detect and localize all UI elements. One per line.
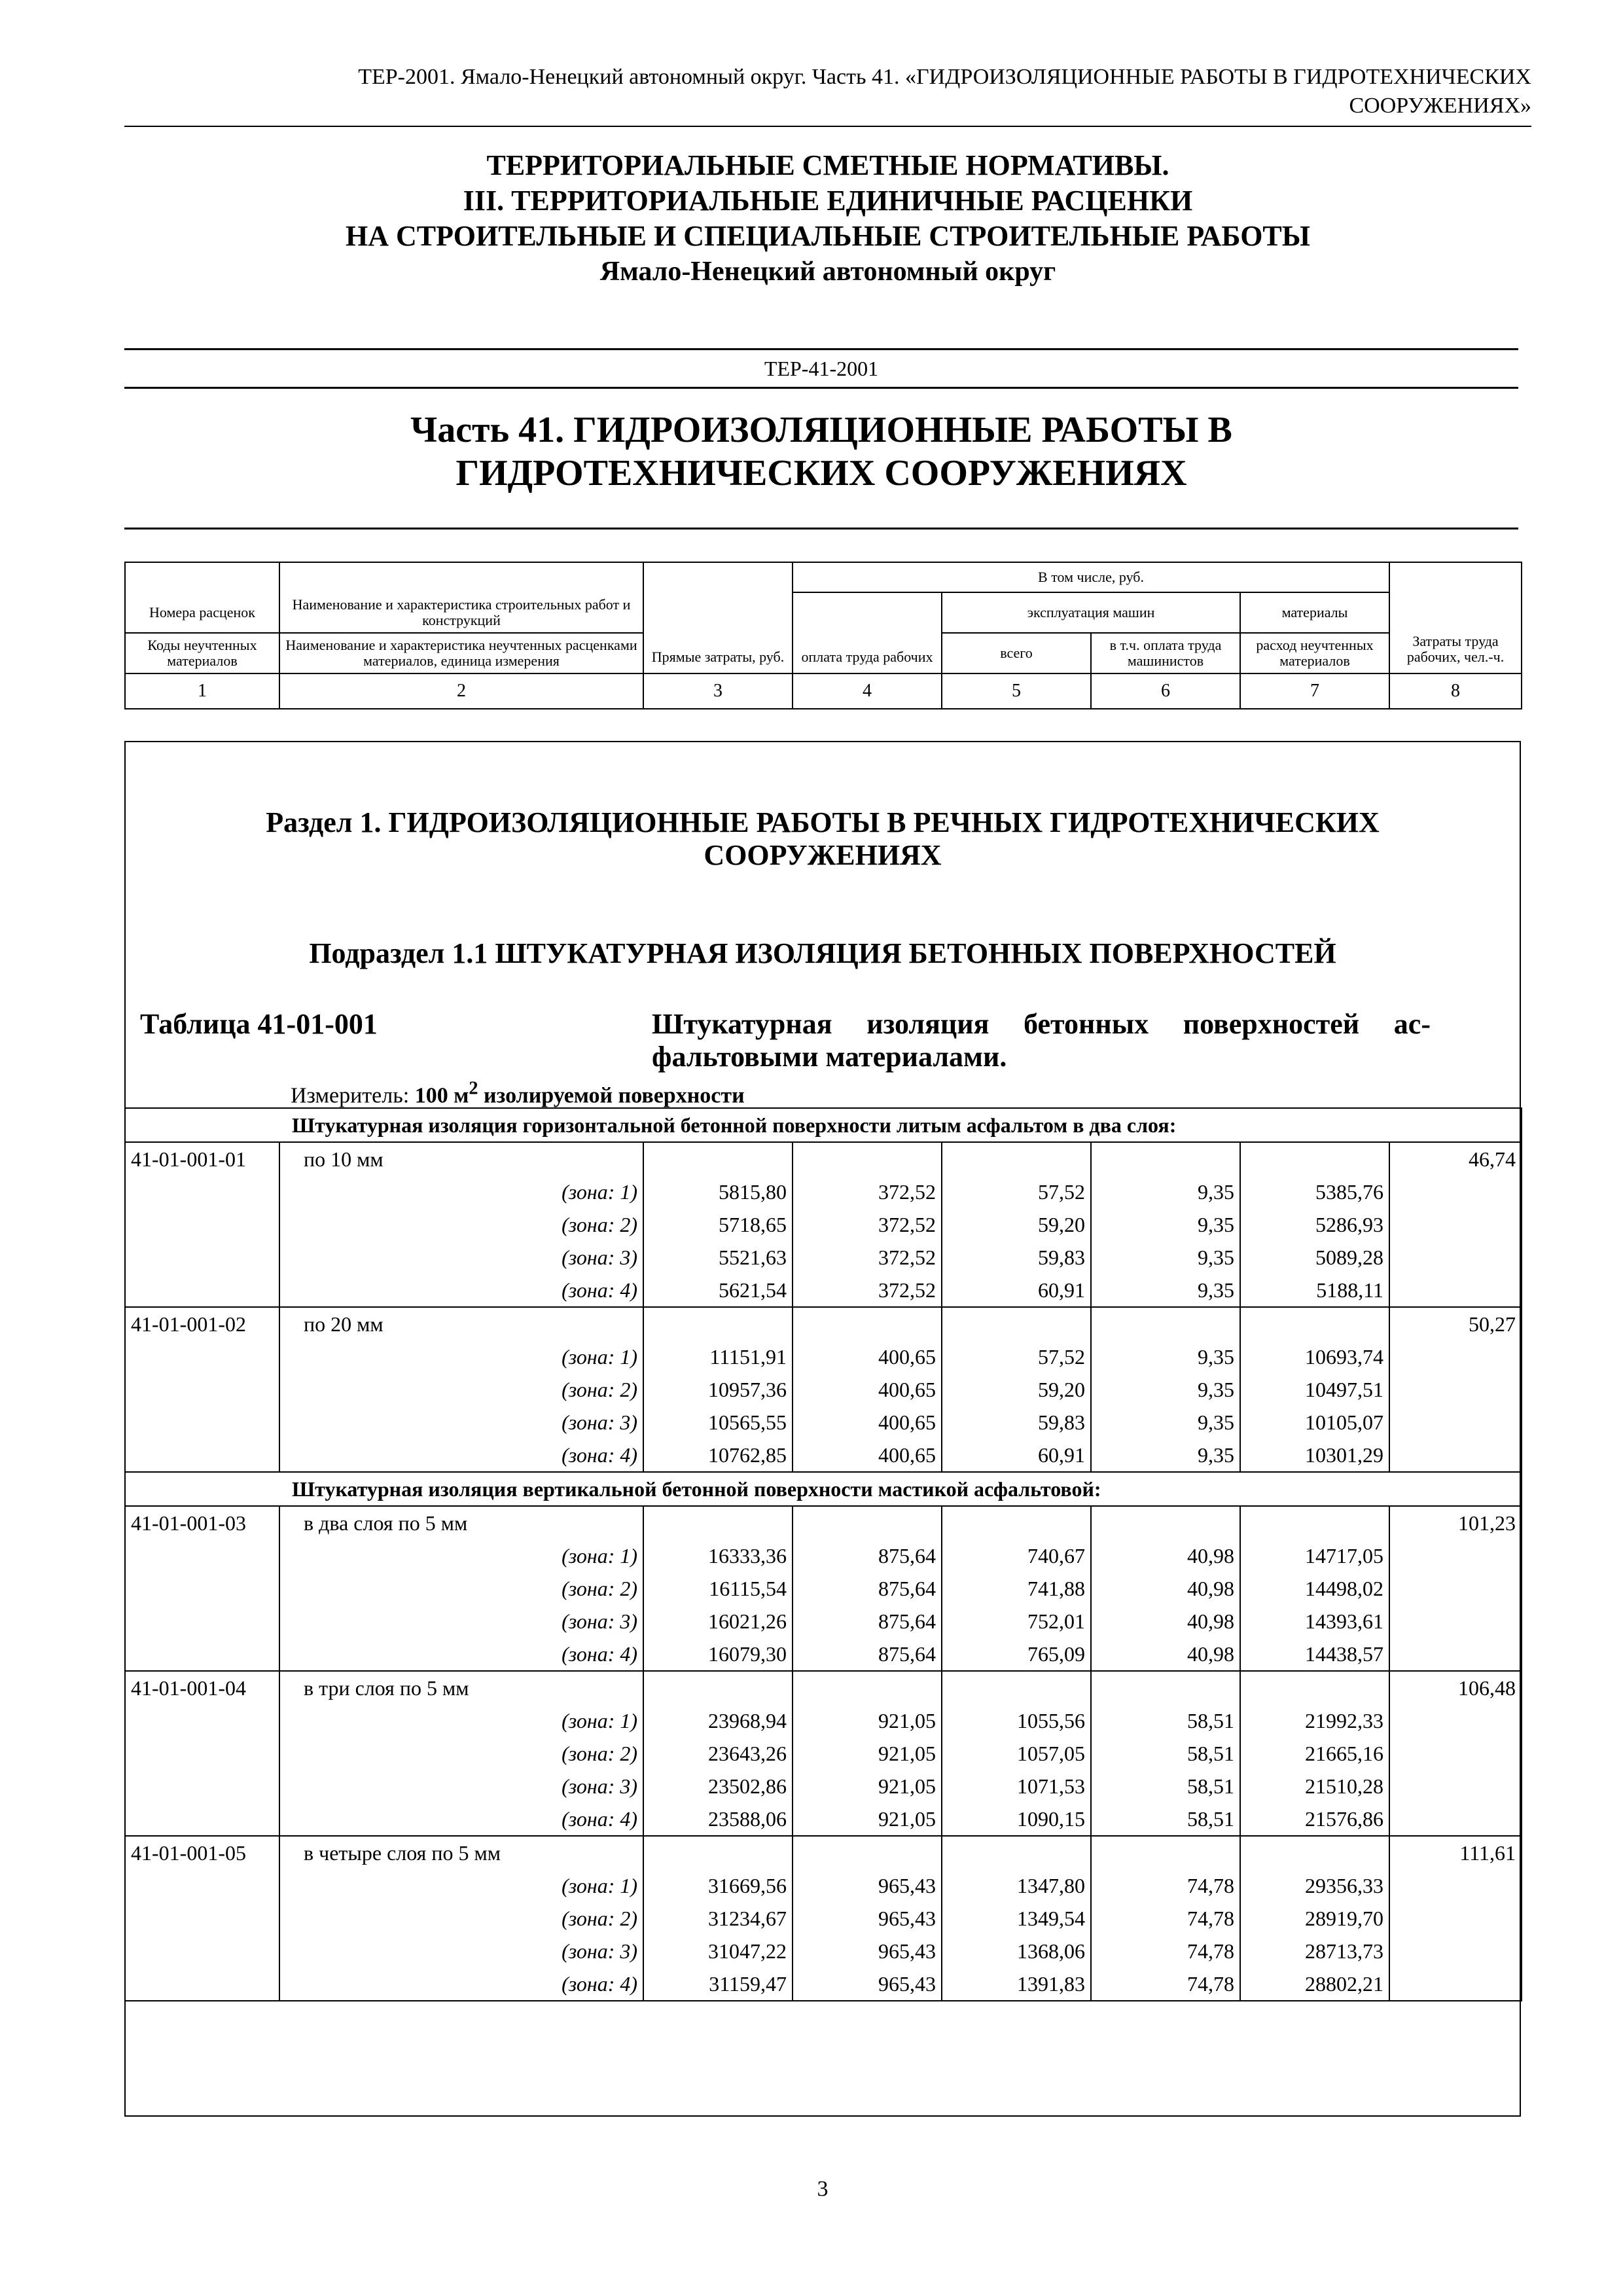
column-number: 3 (643, 673, 793, 709)
empty-cell (793, 1142, 942, 1175)
zone-label: (зона: 1) (279, 1869, 643, 1902)
rate-name: в три слоя по 5 мм (279, 1671, 643, 1704)
machines-labor: 9,35 (1091, 1241, 1240, 1274)
empty-cell (1240, 1671, 1389, 1704)
empty-cell (1389, 1704, 1522, 1737)
rate-row (125, 1307, 1522, 1340)
rate-row (125, 1142, 1522, 1175)
meter-prefix: Измеритель: (291, 1083, 415, 1108)
header-labor-pay: оплата труда рабочих (793, 592, 942, 673)
machines-total: 1071,53 (942, 1770, 1091, 1803)
zone-label: (зона: 4) (279, 1439, 643, 1472)
empty-cell (1091, 1506, 1240, 1539)
rate-row (125, 1836, 1522, 1869)
machines-labor: 40,98 (1091, 1572, 1240, 1605)
empty-cell (1389, 1803, 1522, 1836)
zone-label: (зона: 1) (279, 1539, 643, 1572)
empty-cell (1389, 1175, 1522, 1208)
machines-total: 57,52 (942, 1340, 1091, 1373)
zone-row (125, 1373, 1522, 1406)
machines-total: 59,20 (942, 1208, 1091, 1241)
zone-row (125, 1572, 1522, 1605)
zone-row (125, 1902, 1522, 1935)
empty-cell (125, 1572, 279, 1605)
empty-cell (643, 1142, 793, 1175)
machines-labor: 58,51 (1091, 1803, 1240, 1836)
labor-pay: 875,64 (793, 1539, 942, 1572)
zone-label: (зона: 1) (279, 1340, 643, 1373)
column-number: 1 (125, 673, 279, 709)
zone-label: (зона: 1) (279, 1704, 643, 1737)
table-description: Штукатурная изоляция бетонных поверхностей ас-фальтовыми материалами. (652, 1008, 1431, 1073)
header-materials-consumption: расход неучтенных материалов (1240, 633, 1389, 673)
labor-pay: 400,65 (793, 1340, 942, 1373)
part-title-line1: Часть 41. ГИДРОИЗОЛЯЦИОННЫЕ РАБОТЫ В (410, 410, 1232, 450)
empty-cell (793, 1671, 942, 1704)
rate-code: 41-01-001-04 (125, 1671, 279, 1704)
empty-cell (1389, 1373, 1522, 1406)
materials-value: 14393,61 (1240, 1605, 1389, 1638)
materials-value: 5188,11 (1240, 1274, 1389, 1307)
empty-cell (1389, 1935, 1522, 1967)
zone-label: (зона: 2) (279, 1373, 643, 1406)
empty-cell (125, 1274, 279, 1307)
machines-total: 1055,56 (942, 1704, 1091, 1737)
header-rate-numbers-spacer (125, 562, 279, 592)
labor-pay: 921,05 (793, 1737, 942, 1770)
labor-pay: 875,64 (793, 1638, 942, 1671)
materials-value: 14717,05 (1240, 1539, 1389, 1572)
labor-pay: 372,52 (793, 1241, 942, 1274)
column-number: 4 (793, 673, 942, 709)
empty-cell (1389, 1967, 1522, 2001)
table-label: Таблица 41-01-001 (140, 1008, 378, 1040)
empty-cell (1389, 1902, 1522, 1935)
machines-labor: 40,98 (1091, 1605, 1240, 1638)
zone-row (125, 1241, 1522, 1274)
column-number: 8 (1389, 673, 1522, 709)
zone-row (125, 1770, 1522, 1803)
header-machines: эксплуатация машин (942, 592, 1240, 633)
labor-costs: 46,74 (1389, 1142, 1522, 1175)
subgroup-heading-row (125, 1108, 1522, 1142)
column-number: 5 (942, 673, 1091, 709)
empty-cell (125, 1935, 279, 1967)
empty-cell (125, 1737, 279, 1770)
rate-code: 41-01-001-02 (125, 1307, 279, 1340)
header-rate-numbers: Номера расценок (125, 592, 279, 633)
empty-cell (942, 1506, 1091, 1539)
zone-label: (зона: 4) (279, 1967, 643, 2001)
empty-cell (1091, 1836, 1240, 1869)
empty-cell (125, 1208, 279, 1241)
direct-costs: 10762,85 (643, 1439, 793, 1472)
empty-cell (1389, 1406, 1522, 1439)
materials-value: 14498,02 (1240, 1572, 1389, 1605)
direct-costs: 31159,47 (643, 1967, 793, 2001)
materials-value: 5089,28 (1240, 1241, 1389, 1274)
empty-cell (1091, 1307, 1240, 1340)
rates-table (124, 1107, 1522, 2001)
machines-total: 1391,83 (942, 1967, 1091, 2001)
zone-row (125, 1406, 1522, 1439)
machines-labor: 9,35 (1091, 1406, 1240, 1439)
direct-costs: 16115,54 (643, 1572, 793, 1605)
machines-labor: 9,35 (1091, 1373, 1240, 1406)
materials-value: 21510,28 (1240, 1770, 1389, 1803)
machines-total: 741,88 (942, 1572, 1091, 1605)
labor-pay: 875,64 (793, 1605, 942, 1638)
zone-label: (зона: 3) (279, 1241, 643, 1274)
zone-label: (зона: 3) (279, 1770, 643, 1803)
empty-cell (125, 1373, 279, 1406)
empty-cell (793, 1836, 942, 1869)
materials-value: 5385,76 (1240, 1175, 1389, 1208)
empty-cell (942, 1671, 1091, 1704)
materials-value: 21576,86 (1240, 1803, 1389, 1836)
empty-cell (643, 1671, 793, 1704)
rate-row (125, 1671, 1522, 1704)
empty-cell (125, 1770, 279, 1803)
zone-label: (зона: 2) (279, 1902, 643, 1935)
zone-row (125, 1539, 1522, 1572)
empty-cell (1389, 1770, 1522, 1803)
empty-cell (125, 1638, 279, 1671)
machines-labor: 40,98 (1091, 1539, 1240, 1572)
direct-costs: 5815,80 (643, 1175, 793, 1208)
empty-cell (1389, 1539, 1522, 1572)
empty-cell (1389, 1605, 1522, 1638)
labor-costs: 106,48 (1389, 1671, 1522, 1704)
empty-cell (643, 1307, 793, 1340)
empty-cell (125, 1175, 279, 1208)
rate-code: 41-01-001-01 (125, 1142, 279, 1175)
labor-pay: 372,52 (793, 1208, 942, 1241)
rate-code: 41-01-001-03 (125, 1506, 279, 1539)
machines-total: 1090,15 (942, 1803, 1091, 1836)
meter-unit-exponent: 2 (469, 1079, 478, 1099)
zone-row (125, 1704, 1522, 1737)
header-labor-costs: Затраты труда рабочих, чел.-ч. (1389, 562, 1522, 673)
rate-name: в четыре слоя по 5 мм (279, 1836, 643, 1869)
labor-pay: 372,52 (793, 1175, 942, 1208)
header-materials: материалы (1240, 592, 1389, 633)
zone-row (125, 1439, 1522, 1472)
rate-row (125, 1506, 1522, 1539)
empty-cell (1389, 1638, 1522, 1671)
machines-total: 1057,05 (942, 1737, 1091, 1770)
empty-cell (125, 1869, 279, 1902)
section-title-line1: Раздел 1. ГИДРОИЗОЛЯЦИОННЫЕ РАБОТЫ В РЕЧНЫХ ГИДРОТЕХНИЧЕСКИХ (266, 806, 1380, 838)
empty-cell (1389, 1869, 1522, 1902)
empty-cell (125, 1439, 279, 1472)
machines-labor: 9,35 (1091, 1439, 1240, 1472)
machines-total: 59,83 (942, 1406, 1091, 1439)
rate-name: по 10 мм (279, 1142, 643, 1175)
labor-pay: 372,52 (793, 1274, 942, 1307)
column-number: 6 (1091, 673, 1240, 709)
direct-costs: 31234,67 (643, 1902, 793, 1935)
header-work-name-spacer (279, 562, 643, 592)
section-title (124, 806, 1521, 872)
labor-pay: 965,43 (793, 1935, 942, 1967)
subsection-title: Подраздел 1.1 ШТУКАТУРНАЯ ИЗОЛЯЦИЯ БЕТОННЫХ ПОВЕРХНОСТЕЙ (309, 937, 1336, 969)
empty-cell (1240, 1142, 1389, 1175)
empty-cell (125, 1902, 279, 1935)
materials-value: 21665,16 (1240, 1737, 1389, 1770)
machines-labor: 9,35 (1091, 1175, 1240, 1208)
zone-label: (зона: 3) (279, 1406, 643, 1439)
part-divider (124, 528, 1518, 529)
zone-row (125, 1967, 1522, 2001)
machines-labor: 74,78 (1091, 1869, 1240, 1902)
materials-value: 28919,70 (1240, 1902, 1389, 1935)
machines-total: 57,52 (942, 1175, 1091, 1208)
machines-total: 740,67 (942, 1539, 1091, 1572)
zone-row (125, 1935, 1522, 1967)
machines-labor: 40,98 (1091, 1638, 1240, 1671)
labor-pay: 965,43 (793, 1967, 942, 2001)
machines-total: 60,91 (942, 1274, 1091, 1307)
direct-costs: 5521,63 (643, 1241, 793, 1274)
main-heading-line2: III. ТЕРРИТОРИАЛЬНЫЕ ЕДИНИЧНЫЕ РАСЦЕНКИ (463, 185, 1193, 217)
rate-name: в два слоя по 5 мм (279, 1506, 643, 1539)
empty-cell (1389, 1340, 1522, 1373)
zone-label: (зона: 4) (279, 1638, 643, 1671)
subgroup-heading: Штукатурная изоляция горизонтальной бетонной поверхности литым асфальтом в два слоя: (125, 1108, 1522, 1142)
labor-costs: 111,61 (1389, 1836, 1522, 1869)
empty-cell (125, 1241, 279, 1274)
subgroup-heading: Штукатурная изоляция вертикальной бетонной поверхности мастикой асфальтовой: (125, 1472, 1522, 1506)
empty-cell (1389, 1208, 1522, 1241)
column-number: 7 (1240, 673, 1389, 709)
header-including: В том числе, руб. (793, 562, 1389, 592)
zone-label: (зона: 2) (279, 1208, 643, 1241)
empty-cell (1091, 1671, 1240, 1704)
machines-total: 1349,54 (942, 1902, 1091, 1935)
empty-cell (125, 1406, 279, 1439)
labor-pay: 965,43 (793, 1902, 942, 1935)
machines-total: 59,83 (942, 1241, 1091, 1274)
zone-row (125, 1737, 1522, 1770)
empty-cell (793, 1506, 942, 1539)
labor-pay: 921,05 (793, 1704, 942, 1737)
part-title-line2: ГИДРОТЕХНИЧЕСКИХ СООРУЖЕНИЯХ (455, 453, 1187, 493)
direct-costs: 31669,56 (643, 1869, 793, 1902)
empty-cell (1389, 1241, 1522, 1274)
zone-row (125, 1175, 1522, 1208)
machines-labor: 58,51 (1091, 1704, 1240, 1737)
zone-row (125, 1274, 1522, 1307)
labor-pay: 875,64 (793, 1572, 942, 1605)
materials-value: 10693,74 (1240, 1340, 1389, 1373)
meter-suffix: изолируемой поверхности (478, 1083, 745, 1108)
header-material-name: Наименование и характеристика неучтенных расценками материалов, единица измерения (279, 633, 643, 673)
empty-cell (125, 1605, 279, 1638)
labor-pay: 400,65 (793, 1439, 942, 1472)
labor-costs: 101,23 (1389, 1506, 1522, 1539)
machines-labor: 9,35 (1091, 1340, 1240, 1373)
meter-unit: 100 м (414, 1083, 469, 1108)
machines-total: 1347,80 (942, 1869, 1091, 1902)
machines-labor: 9,35 (1091, 1274, 1240, 1307)
empty-cell (1240, 1506, 1389, 1539)
main-heading (124, 148, 1531, 289)
direct-costs: 10565,55 (643, 1406, 793, 1439)
labor-pay: 400,65 (793, 1406, 942, 1439)
empty-cell (1389, 1737, 1522, 1770)
header-direct-costs: Прямые затраты, руб. (643, 562, 793, 673)
meter-line (291, 1076, 745, 1109)
empty-cell (1240, 1307, 1389, 1340)
materials-value: 21992,33 (1240, 1704, 1389, 1737)
zone-row (125, 1869, 1522, 1902)
zone-label: (зона: 3) (279, 1605, 643, 1638)
zone-label: (зона: 2) (279, 1737, 643, 1770)
zone-row (125, 1803, 1522, 1836)
empty-cell (643, 1506, 793, 1539)
empty-cell (125, 1967, 279, 2001)
running-header-line2: СООРУЖЕНИЯХ» (1349, 94, 1531, 118)
document-code: ТЕР-41-2001 (124, 348, 1518, 389)
running-header-line1: ТЕР-2001. Ямало-Ненецкий автономный округ. Часть 41. «ГИДРОИЗОЛЯЦИОННЫЕ РАБОТЫ В ГИДРОТЕХНИЧЕСКИХ (358, 65, 1531, 89)
machines-total: 1368,06 (942, 1935, 1091, 1967)
zone-row (125, 1208, 1522, 1241)
direct-costs: 5621,54 (643, 1274, 793, 1307)
empty-cell (125, 1340, 279, 1373)
header-work-name: Наименование и характеристика строительных работ и конструкций (279, 592, 643, 633)
main-heading-line3: НА СТРОИТЕЛЬНЫЕ И СПЕЦИАЛЬНЫЕ СТРОИТЕЛЬНЫЕ РАБОТЫ (346, 220, 1310, 252)
column-header-table (124, 562, 1522, 709)
direct-costs: 16079,30 (643, 1638, 793, 1671)
machines-labor: 58,51 (1091, 1770, 1240, 1803)
materials-value: 10497,51 (1240, 1373, 1389, 1406)
zone-row (125, 1340, 1522, 1373)
machines-total: 59,20 (942, 1373, 1091, 1406)
direct-costs: 23968,94 (643, 1704, 793, 1737)
header-machines-total: всего (942, 633, 1091, 673)
zone-label: (зона: 4) (279, 1803, 643, 1836)
direct-costs: 11151,91 (643, 1340, 793, 1373)
section-title-line2: СООРУЖЕНИЯХ (704, 839, 942, 871)
page-number: 3 (817, 2177, 829, 2201)
machines-total: 60,91 (942, 1439, 1091, 1472)
empty-cell (942, 1142, 1091, 1175)
header-material-codes: Коды неучтенных материалов (125, 633, 279, 673)
zone-label: (зона: 2) (279, 1572, 643, 1605)
materials-value: 28713,73 (1240, 1935, 1389, 1967)
zone-row (125, 1605, 1522, 1638)
zone-label: (зона: 4) (279, 1274, 643, 1307)
empty-cell (1240, 1836, 1389, 1869)
empty-cell (643, 1836, 793, 1869)
materials-value: 14438,57 (1240, 1638, 1389, 1671)
header-machines-labor: в т.ч. оплата труда машинистов (1091, 633, 1240, 673)
empty-cell (942, 1836, 1091, 1869)
column-number: 2 (279, 673, 643, 709)
part-title (124, 408, 1518, 495)
direct-costs: 10957,36 (643, 1373, 793, 1406)
direct-costs: 23588,06 (643, 1803, 793, 1836)
labor-pay: 921,05 (793, 1770, 942, 1803)
empty-cell (793, 1307, 942, 1340)
empty-cell (125, 1539, 279, 1572)
zone-row (125, 1638, 1522, 1671)
machines-labor: 9,35 (1091, 1208, 1240, 1241)
materials-value: 10301,29 (1240, 1439, 1389, 1472)
main-heading-region: Ямало-Ненецкий автономный округ (599, 257, 1056, 287)
machines-labor: 74,78 (1091, 1967, 1240, 2001)
labor-pay: 400,65 (793, 1373, 942, 1406)
machines-labor: 74,78 (1091, 1902, 1240, 1935)
direct-costs: 16021,26 (643, 1605, 793, 1638)
rate-name: по 20 мм (279, 1307, 643, 1340)
running-header (124, 63, 1531, 127)
zone-label: (зона: 3) (279, 1935, 643, 1967)
empty-cell (942, 1307, 1091, 1340)
labor-pay: 965,43 (793, 1869, 942, 1902)
empty-cell (1389, 1274, 1522, 1307)
direct-costs: 23502,86 (643, 1770, 793, 1803)
direct-costs: 5718,65 (643, 1208, 793, 1241)
machines-total: 752,01 (942, 1605, 1091, 1638)
labor-costs: 50,27 (1389, 1307, 1522, 1340)
empty-cell (1389, 1439, 1522, 1472)
empty-cell (1091, 1142, 1240, 1175)
materials-value: 28802,21 (1240, 1967, 1389, 2001)
direct-costs: 16333,36 (643, 1539, 793, 1572)
main-heading-line1: ТЕРРИТОРИАЛЬНЫЕ СМЕТНЫЕ НОРМАТИВЫ. (486, 149, 1169, 181)
machines-total: 765,09 (942, 1638, 1091, 1671)
machines-labor: 58,51 (1091, 1737, 1240, 1770)
labor-pay: 921,05 (793, 1803, 942, 1836)
empty-cell (1389, 1572, 1522, 1605)
empty-cell (125, 1803, 279, 1836)
machines-labor: 74,78 (1091, 1935, 1240, 1967)
empty-cell (125, 1704, 279, 1737)
direct-costs: 31047,22 (643, 1935, 793, 1967)
zone-label: (зона: 1) (279, 1175, 643, 1208)
direct-costs: 23643,26 (643, 1737, 793, 1770)
materials-value: 10105,07 (1240, 1406, 1389, 1439)
rate-code: 41-01-001-05 (125, 1836, 279, 1869)
materials-value: 29356,33 (1240, 1869, 1389, 1902)
materials-value: 5286,93 (1240, 1208, 1389, 1241)
subgroup-heading-row (125, 1472, 1522, 1506)
